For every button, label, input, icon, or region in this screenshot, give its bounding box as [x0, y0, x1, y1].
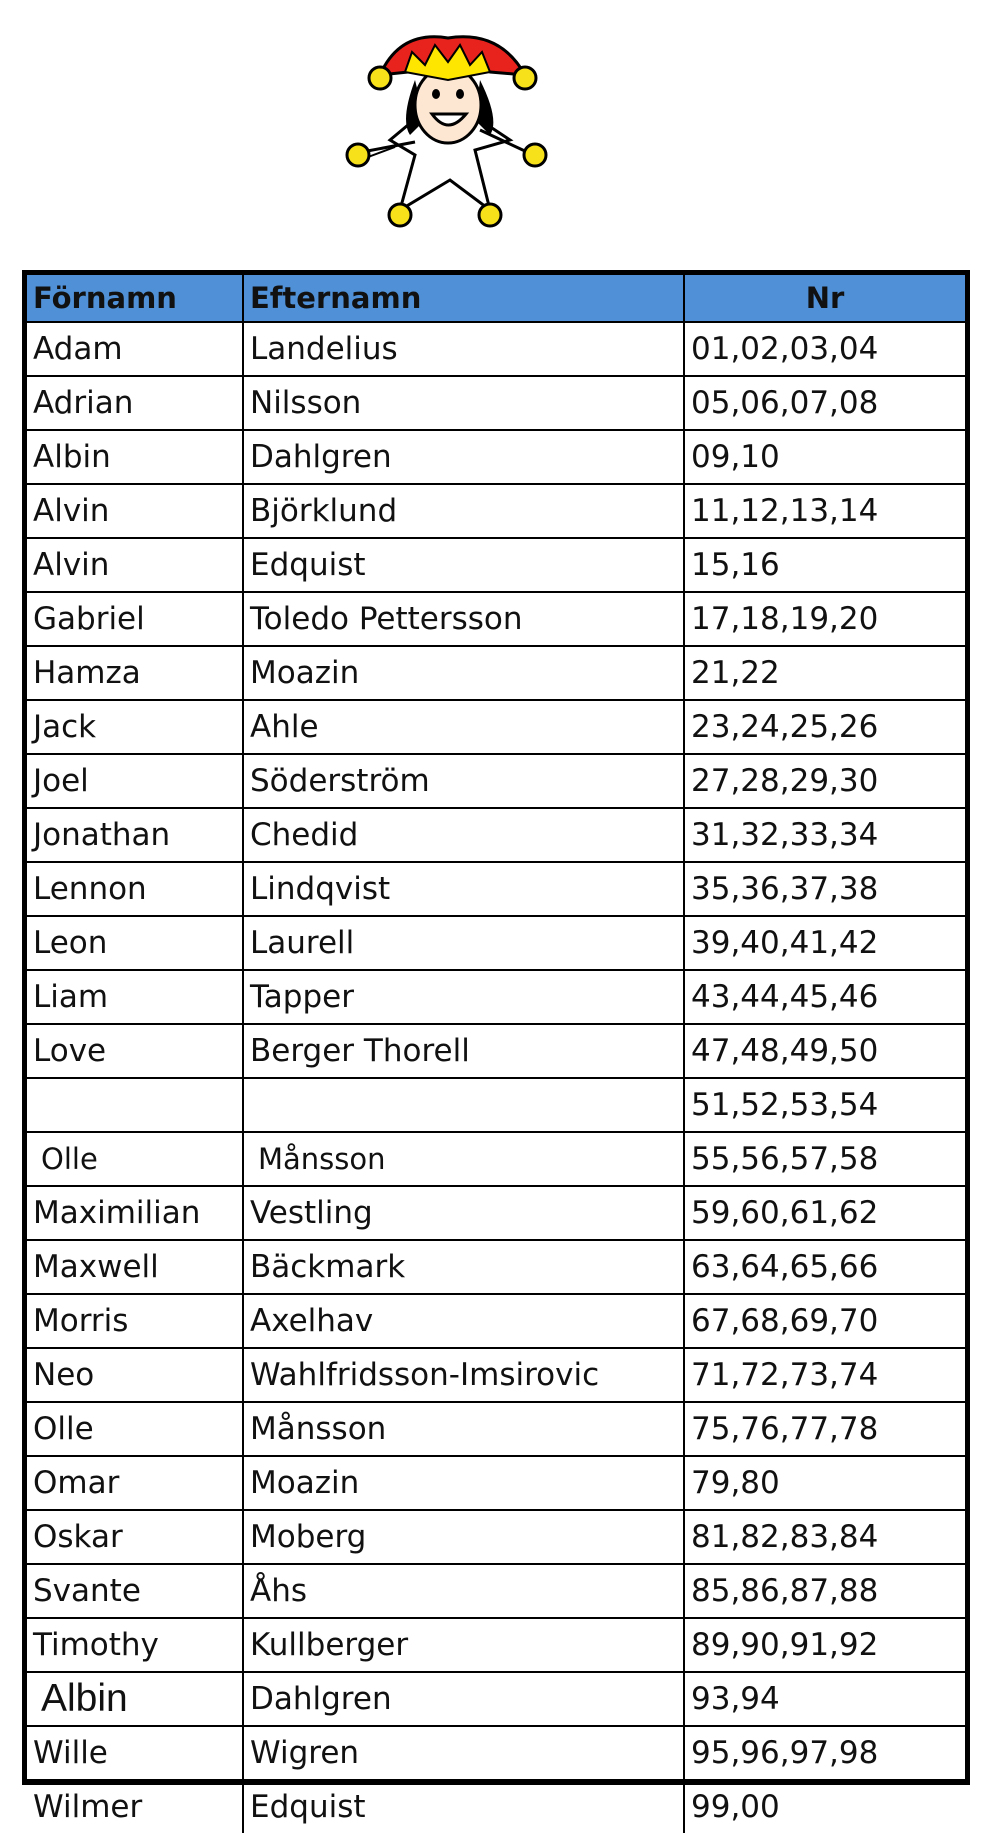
- cell-fornamn: Adam: [27, 322, 243, 376]
- cell-efternamn: Nilsson: [243, 376, 684, 430]
- cell-nr: 15,16: [684, 538, 965, 592]
- cell-efternamn: Söderström: [243, 754, 684, 808]
- cell-fornamn: Lennon: [27, 862, 243, 916]
- table-row: [27, 1024, 965, 1078]
- table-row: [27, 322, 965, 376]
- cell-efternamn: Wigren: [243, 1726, 684, 1780]
- cell-fornamn: [27, 1078, 243, 1132]
- cell-fornamn: Alvin: [27, 538, 243, 592]
- cell-efternamn: Moazin: [243, 1456, 684, 1510]
- cell-efternamn: Dahlgren: [243, 1672, 684, 1726]
- cell-nr: 43,44,45,46: [684, 970, 965, 1024]
- cell-fornamn: Jonathan: [27, 808, 243, 862]
- table-row: [27, 1132, 965, 1186]
- cell-fornamn: Adrian: [27, 376, 243, 430]
- cell-nr: 27,28,29,30: [684, 754, 965, 808]
- cell-nr: 95,96,97,98: [684, 1726, 965, 1780]
- cell-efternamn: Landelius: [243, 322, 684, 376]
- table-row: [27, 1726, 965, 1780]
- table-row: [27, 1402, 965, 1456]
- table-row: [27, 1618, 965, 1672]
- cell-nr: 71,72,73,74: [684, 1348, 965, 1402]
- cell-fornamn: Wille: [27, 1726, 243, 1780]
- cell-efternamn: Bäckmark: [243, 1240, 684, 1294]
- cell-efternamn: [243, 1078, 684, 1132]
- table-row: [27, 484, 965, 538]
- cell-nr: 75,76,77,78: [684, 1402, 965, 1456]
- cell-nr: 11,12,13,14: [684, 484, 965, 538]
- cell-fornamn: Olle: [27, 1402, 243, 1456]
- cell-fornamn: Gabriel: [27, 592, 243, 646]
- cell-efternamn: Wahlfridsson-Imsirovic: [243, 1348, 684, 1402]
- table-row: [27, 1294, 965, 1348]
- cell-fornamn: Maximilian: [27, 1186, 243, 1240]
- cell-nr: 05,06,07,08: [684, 376, 965, 430]
- cell-efternamn: Moazin: [243, 646, 684, 700]
- cell-nr: 89,90,91,92: [684, 1618, 965, 1672]
- table-row: [27, 430, 965, 484]
- cell-fornamn: Albin: [27, 430, 243, 484]
- cell-efternamn: Dahlgren: [243, 430, 684, 484]
- cell-fornamn: Albin: [27, 1672, 243, 1726]
- table-row: [27, 1672, 965, 1726]
- cell-nr: 47,48,49,50: [684, 1024, 965, 1078]
- cell-nr: 85,86,87,88: [684, 1564, 965, 1618]
- cell-efternamn: Laurell: [243, 916, 684, 970]
- table-row: [27, 970, 965, 1024]
- table-row: [27, 1240, 965, 1294]
- cell-fornamn: Omar: [27, 1456, 243, 1510]
- table-row: [27, 592, 965, 646]
- cell-efternamn: Björklund: [243, 484, 684, 538]
- table-row: [27, 1078, 965, 1132]
- cell-fornamn: Wilmer: [27, 1780, 243, 1833]
- cell-nr: 59,60,61,62: [684, 1186, 965, 1240]
- table-row: [27, 376, 965, 430]
- cell-nr: 39,40,41,42: [684, 916, 965, 970]
- cell-fornamn: Morris: [27, 1294, 243, 1348]
- cell-nr: 99,00: [684, 1780, 965, 1833]
- cell-efternamn: Månsson: [243, 1402, 684, 1456]
- cell-efternamn: Chedid: [243, 808, 684, 862]
- jester-logo: [340, 10, 610, 250]
- cell-nr: 67,68,69,70: [684, 1294, 965, 1348]
- cell-nr: 93,94: [684, 1672, 965, 1726]
- header-nr: Nr: [684, 275, 965, 322]
- cell-nr: 63,64,65,66: [684, 1240, 965, 1294]
- table-row: [27, 1186, 965, 1240]
- cell-efternamn: Vestling: [243, 1186, 684, 1240]
- cell-nr: 01,02,03,04: [684, 322, 965, 376]
- roster-table: [27, 275, 965, 1833]
- cell-fornamn: Neo: [27, 1348, 243, 1402]
- table-row: [27, 808, 965, 862]
- cell-efternamn: Moberg: [243, 1510, 684, 1564]
- cell-efternamn: Kullberger: [243, 1618, 684, 1672]
- cell-efternamn: Månsson: [243, 1132, 684, 1186]
- cell-nr: 23,24,25,26: [684, 700, 965, 754]
- cell-efternamn: Berger Thorell: [243, 1024, 684, 1078]
- cell-efternamn: Edquist: [243, 538, 684, 592]
- table-row: [27, 1510, 965, 1564]
- cell-fornamn: Leon: [27, 916, 243, 970]
- table-row: [27, 916, 965, 970]
- cell-fornamn: Jack: [27, 700, 243, 754]
- cell-fornamn: Hamza: [27, 646, 243, 700]
- cell-fornamn: Timothy: [27, 1618, 243, 1672]
- table-row: [27, 754, 965, 808]
- table-row: [27, 1456, 965, 1510]
- table-row: [27, 862, 965, 916]
- cell-nr: 55,56,57,58: [684, 1132, 965, 1186]
- cell-fornamn: Joel: [27, 754, 243, 808]
- cell-nr: 81,82,83,84: [684, 1510, 965, 1564]
- cell-nr: 09,10: [684, 430, 965, 484]
- table-header-row: [27, 275, 965, 322]
- header-fornamn: Förnamn: [27, 275, 243, 322]
- cell-efternamn: Åhs: [243, 1564, 684, 1618]
- cell-fornamn: Olle: [27, 1132, 243, 1186]
- cell-nr: 51,52,53,54: [684, 1078, 965, 1132]
- table-row: [27, 700, 965, 754]
- cell-efternamn: Edquist: [243, 1780, 684, 1833]
- cell-nr: 31,32,33,34: [684, 808, 965, 862]
- roster-table-container: [22, 270, 970, 1825]
- table-row: [27, 1780, 965, 1833]
- cell-fornamn: Liam: [27, 970, 243, 1024]
- cell-fornamn: Oskar: [27, 1510, 243, 1564]
- cell-nr: 21,22: [684, 646, 965, 700]
- cell-fornamn: Alvin: [27, 484, 243, 538]
- table-row: [27, 646, 965, 700]
- cell-efternamn: Axelhav: [243, 1294, 684, 1348]
- cell-nr: 79,80: [684, 1456, 965, 1510]
- cell-fornamn: Love: [27, 1024, 243, 1078]
- table-row: [27, 1348, 965, 1402]
- header-efternamn: Efternamn: [243, 275, 684, 322]
- table-row: [27, 538, 965, 592]
- cell-nr: 35,36,37,38: [684, 862, 965, 916]
- cell-efternamn: Toledo Pettersson: [243, 592, 684, 646]
- cell-fornamn: Maxwell: [27, 1240, 243, 1294]
- cell-nr: 17,18,19,20: [684, 592, 965, 646]
- cell-fornamn: Svante: [27, 1564, 243, 1618]
- cell-efternamn: Lindqvist: [243, 862, 684, 916]
- cell-efternamn: Ahle: [243, 700, 684, 754]
- cell-efternamn: Tapper: [243, 970, 684, 1024]
- jester-icon: [340, 10, 610, 250]
- table-row: [27, 1564, 965, 1618]
